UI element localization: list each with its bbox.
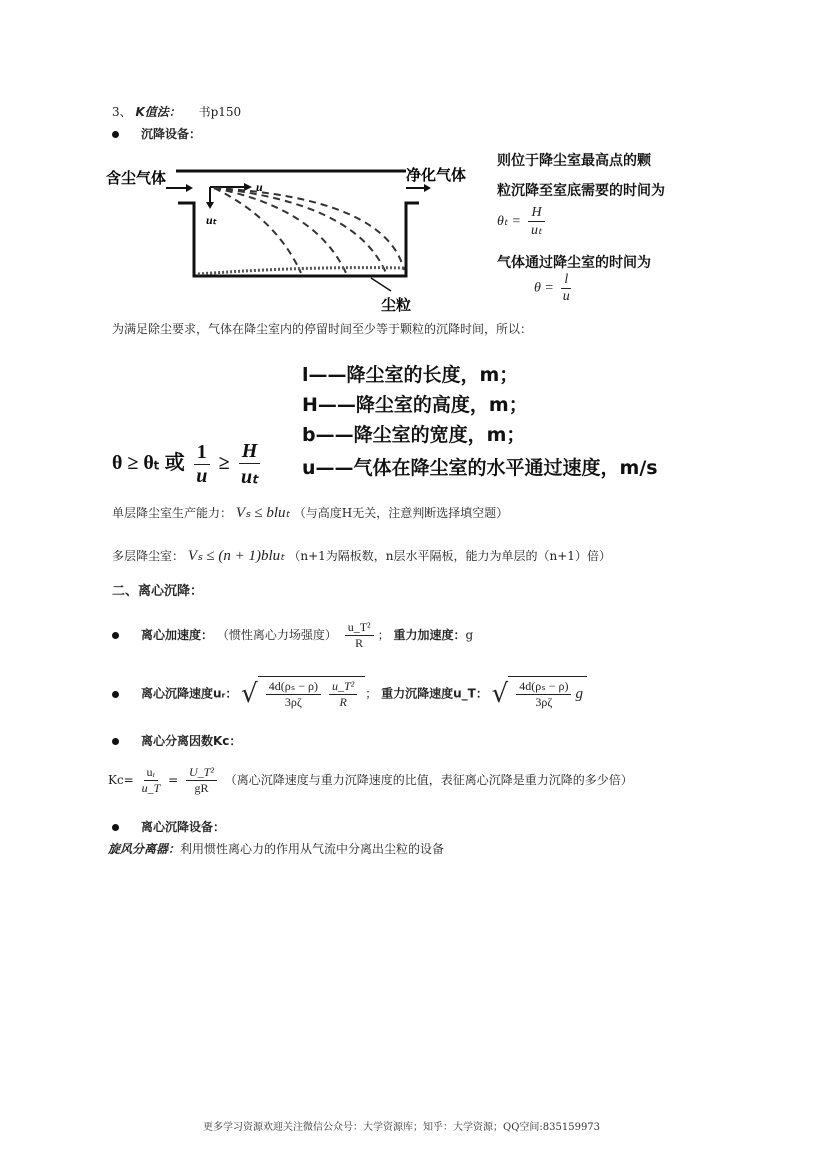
heading-label: K值法： [135,105,181,119]
footer-text: 更多学习资源欢迎关注微信公众号：大学资源库；知乎：大学资源；QQ空间:835159973 [203,1122,601,1133]
eq: = [168,773,179,787]
num: 4d(ρₛ − ρ) [516,679,571,695]
desc: （惯性离心力场强度） [216,628,337,642]
sep: ； [365,686,378,701]
definition-height: H——降尘室的高度，m； [302,394,528,416]
eq-lhs: θ = [534,280,554,296]
cyclone-definition [108,840,444,857]
eq-num: H [528,205,544,222]
right-text-line3: 气体通过降尘室的时间为 [497,255,651,271]
lhs: Kc= [108,773,134,787]
outlet-label: 净化气体 [406,166,467,184]
den: 3ρζ [535,695,553,709]
condition-text: 为满足除尘要求，气体在降尘室内的停留时间至少等于颗粒的沉降时间，所以： [112,322,533,336]
eq-den: uₜ [530,223,543,238]
den1: u_T [141,781,161,795]
bullet-centrifugal-equipment [112,818,225,835]
u-label: u [256,180,263,194]
definition-velocity: u——气体在降尘室的水平通过速度，m/s [302,457,658,479]
den2: gR [194,781,209,795]
sep: ； [377,628,390,642]
desc: 利用惯性离心力的作用从气流中分离出尘粒的设备 [180,842,445,856]
bullet-centrifugal-accel [112,620,473,651]
condition-equation [112,440,264,489]
bullet-icon [112,632,119,639]
label: 离心沉降速度uᵣ： [141,686,238,701]
heading-number: 3、 [112,105,132,119]
label: 单层降尘室生产能力： [112,506,233,520]
den: R [355,636,364,650]
definition-length: l——降尘室的长度，m； [302,364,519,386]
bullet-icon [112,131,119,138]
eq-num: 1 [194,441,210,465]
formula: Vₛ ≤ (n + 1)bluₜ [187,548,285,564]
book-reference: 书p150 [198,105,242,119]
separation-factor-eq [108,765,633,796]
note: （n+1为隔板数，n层水平隔板，能力为单层的（n+1）倍） [288,549,611,563]
sqrt-expression: √ $\frac{\text{4d(ρₛ − ρ)}}{3\rho\zeta}$ $\frac{\text{u\_T²}}{R}$ [241,676,365,712]
bullet-icon [112,824,119,831]
bullet-centrifugal-velocity [112,676,587,712]
num: u_T² [345,620,374,636]
den2: R [339,695,347,709]
bullet-settling-equipment [112,125,201,142]
num2: U_T² [186,765,217,781]
g: g [465,628,474,642]
eq-num: H [239,440,261,464]
label: 离心沉降设备： [141,820,226,834]
heading-k-method [112,103,241,120]
label: 多层降尘室： [112,549,185,563]
g: g [575,686,583,702]
bullet-icon [112,738,119,745]
eq-lhs: θ ≥ θₜ 或 [112,452,185,475]
num: 4d(ρₛ − ρ) [266,679,321,695]
right-text-line2: 粒沉降至室底需要的时间为 [497,183,665,199]
note: （离心沉降速度与重力沉降速度的比值，表征离心沉降是重力沉降的多少倍） [224,773,633,787]
num2: u_T² [329,679,357,695]
bullet-icon [112,691,119,698]
num1: uᵣ [144,765,159,781]
section-heading-centrifugal: 二、离心沉降： [112,584,204,599]
sqrt-expression: √ $\frac{\text{4d(ρₛ − ρ)}}{3\rho\zeta}$ g [492,676,587,712]
right-text-line1: 则位于降尘室最高点的颗 [497,153,651,169]
eq-den: u [196,465,208,487]
definition-width: b——降尘室的宽度，m； [302,424,526,446]
eq-num: l [561,272,571,289]
settling-time-eq [497,205,549,239]
g-label: 重力加速度： [393,628,466,642]
eq-den: uₜ [241,466,259,488]
inlet-label: 含尘气体 [106,169,167,187]
settling-chamber-diagram [106,158,496,316]
multi-layer-capacity [112,546,611,565]
label: 离心分离因数Kc： [141,734,242,748]
bullet-label: 沉降设备： [141,127,202,141]
label: 旋风分离器： [108,842,181,856]
bullet-separation-factor [112,732,241,749]
dust-label: 尘粒 [381,296,412,314]
formula: Vₛ ≤ bluₜ [235,505,290,521]
g-label: 重力沉降速度u_T： [381,686,488,701]
residence-time-eq [534,272,575,305]
single-layer-capacity [112,503,508,522]
label: 离心加速度： [141,628,214,642]
den: 3ρζ [284,695,302,709]
eq-den: u [562,289,570,304]
eq-lhs: θₜ = [497,214,521,230]
note: （与高度H无关，注意判断选择填空题） [293,506,509,520]
ge-sign: ≥ [218,452,230,475]
ut-label: uₜ [206,213,217,227]
